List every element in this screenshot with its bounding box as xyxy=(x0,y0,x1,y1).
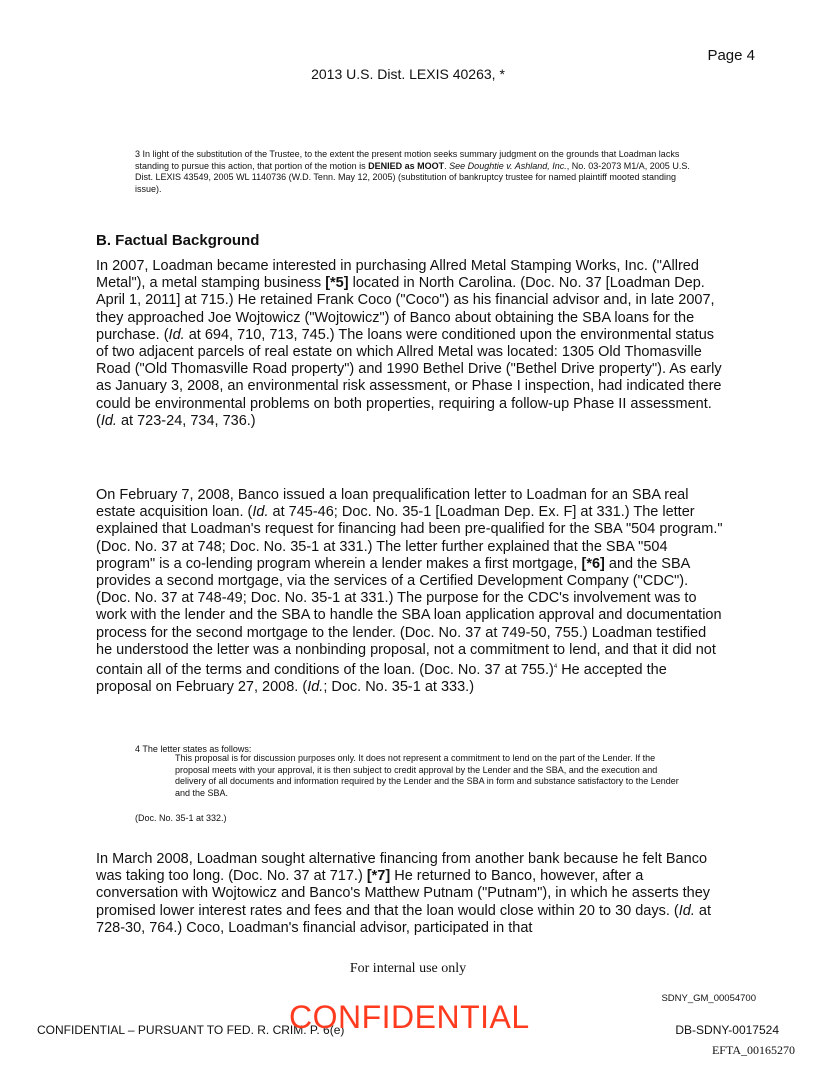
paragraph-2-text-b: at 745-46; Doc. No. 35-1 [Loadman Dep. Ex. F] at 331.) The letter explained that Loadman's request for financing had been pre-qualified for the SBA "504 program." (Doc. No. 37 at 748; Doc. No. 35-1 at 331.) The letter further explained that the SBA "504 program" is a co-lending program wherein a lender makes a first mortgage, xyxy=(96,504,723,572)
paragraph-3-text-c: at 728-30, 764.) Coco, Loadman's financial advisor, participated in that xyxy=(96,902,711,936)
id-cite: Id. xyxy=(307,679,324,696)
confidential-notice: CONFIDENTIAL – PURSUANT TO FED. R. CRIM. P. 6(e) xyxy=(37,1023,345,1037)
paragraph-1 xyxy=(96,258,724,430)
paragraph-1-text-a: In 2007, Loadman became interested in purchasing Allred Metal Stamping Works, Inc. ("Allred Metal"), a metal stamping business xyxy=(96,258,699,292)
footnote-4-citation: (Doc. No. 35-1 at 332.) xyxy=(135,813,227,823)
id-cite: Id. xyxy=(168,326,185,343)
paragraph-2-text-e: ; Doc. No. 35-1 at 333.) xyxy=(323,679,475,696)
efta-number: EFTA_00165270 xyxy=(711,1043,795,1057)
id-cite: Id. xyxy=(100,412,117,429)
paragraph-2-text-c: and the SBA provides a second mortgage, via the services of a Certified Development Company ("CDC"). (Doc. No. 37 at 748-49; Doc. No. 35-1 at 331.) The purpose for the CDC's involvement was to work with the lender and the SBA to handle the SBA loan application approval and documentation process for the second mortgage to the lender. (Doc. No. 37 at 749-50, 755.) Loadman testified he understood the letter was a nonbinding proposal, not a commitment to lend, and that it did not contain all of the terms and conditions of the loan. (Doc. No. 37 at 755.) xyxy=(96,555,722,678)
paragraph-3-text-b: He returned to Banco, however, after a conversation with Wojtowicz and Banco's Matthew Putnam ("Putnam"), in which he asserts they promised lower interest rates and fees and that the loan would close within 20 to 30 days. ( xyxy=(96,868,711,919)
footnote-3-text-b: . xyxy=(444,160,450,171)
paragraph-2 xyxy=(96,487,724,696)
star-page-5: [*5] xyxy=(325,275,349,292)
running-title: 2013 U.S. Dist. LEXIS 40263, * xyxy=(311,66,505,82)
page-number: Page 4 xyxy=(707,47,755,64)
bates-sdny-gm: SDNY_GM_00054700 xyxy=(661,993,756,1004)
footnote-3-bold: DENIED as MOOT xyxy=(368,160,445,171)
star-page-7: [*7] xyxy=(366,868,391,885)
footnote-3 xyxy=(135,149,695,195)
id-cite: Id. xyxy=(252,504,269,521)
footnote-4-quote: This proposal is for discussion purposes only. It does not represent a commitment to lend on the part of the Lender. If the proposal meets with your approval, it is then subject to credit approval by the Lender and the SBA, and the execution and delivery of all documents and information required by the Lender and the SBA in form and substance satisfactory to the Lender and the SBA. xyxy=(175,753,679,798)
footnote-4-ref[interactable]: 4 xyxy=(553,664,558,671)
id-cite: Id. xyxy=(678,902,695,919)
bates-db-sdny: DB-SDNY-0017524 xyxy=(675,1023,779,1037)
confidential-stamp: CONFIDENTIAL xyxy=(289,999,530,1035)
paragraph-2-text-d: He accepted the proposal on February 27, 2008. ( xyxy=(96,661,667,696)
paragraph-1-text-b: located in North Carolina. (Doc. No. 37 [Loadman Dep. April 1, 2011] at 715.) He retained Frank Coco ("Coco") as his financial advisor and, in late 2007, they approached Joe Wojtowicz ("Wojtowicz") of Banco about obtaining the SBA loans for the purchase. ( xyxy=(96,275,715,343)
paragraph-3-text-a: In March 2008, Loadman sought alternative financing from another bank because he felt Banco was taking too long. (Doc. No. 37 at 717.) xyxy=(96,851,708,885)
star-page-6: [*6] xyxy=(581,555,605,572)
footnote-3-text-a: 3 In light of the substitution of the Trustee, to the extent the present motion seeks summary judgment on the grounds that Loadman lacks standing to pursue this action, that portion of the motion is xyxy=(135,149,680,171)
footnote-3-case-name: See Doughtie v. Ashland, Inc. xyxy=(449,160,567,171)
internal-use-notice: For internal use only xyxy=(349,961,467,976)
footnote-4-intro: 4 The letter states as follows: xyxy=(135,744,252,754)
paragraph-3 xyxy=(96,851,724,937)
paragraph-1-text-c: at 694, 710, 713, 745.) The loans were conditioned upon the environmental status of two adjacent parcels of real estate on which Allred Metal was located: 1305 Old Thomasville Road ("Old Thomasville Road property") and 1990 Bethel Drive ("Bethel Drive property"). As early as January 3, 2008, an environmental risk assessment, or Phase I inspection, had indicated there could be environmental problems on both properties, requiring a follow-up Phase II assessment. ( xyxy=(96,326,722,429)
section-heading: B. Factual Background xyxy=(96,232,260,249)
paragraph-1-text-d: at 723-24, 734, 736.) xyxy=(116,412,256,429)
paragraph-2-text-a: On February 7, 2008, Banco issued a loan prequalification letter to Loadman for an SBA real estate acquisition loan. ( xyxy=(96,487,689,521)
footnote-3-text-c: , No. 03-2073 M1/A, 2005 U.S. Dist. LEXIS 43549, 2005 WL 1140736 (W.D. Tenn. May 12, 2005) (substitution of bankruptcy trustee for named plaintiff mooted standing issue). xyxy=(135,160,690,194)
